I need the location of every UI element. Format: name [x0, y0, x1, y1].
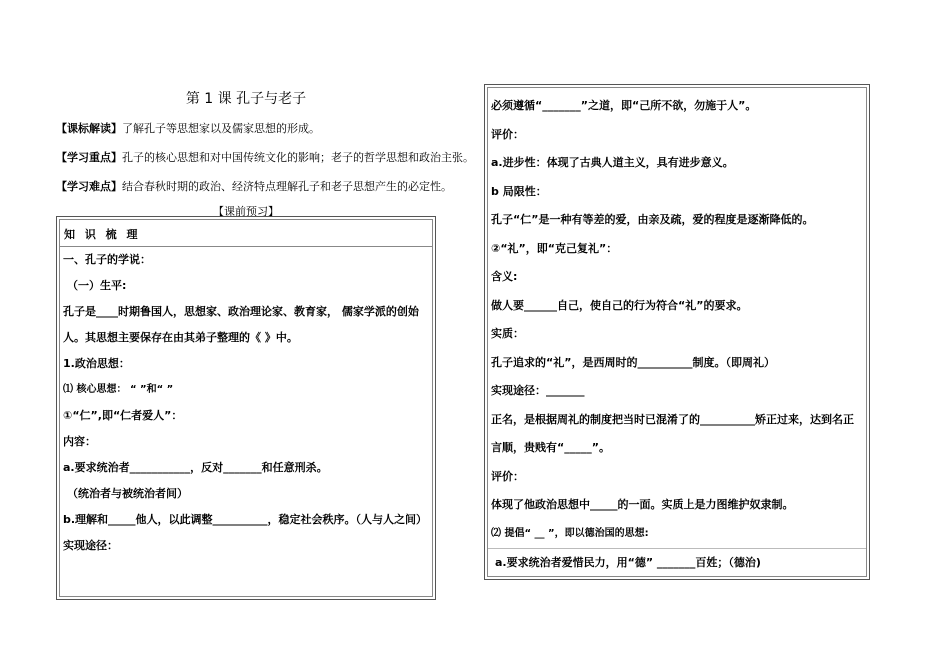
- right-line: 实现途径：_______: [491, 384, 585, 398]
- page-header: [56, 88, 474, 221]
- left-line: （一）生平:: [67, 279, 127, 292]
- left-line: 一、孔子的学说：: [63, 253, 151, 266]
- left-line: ⑴ 核心思想： “ ”和“ ”: [63, 384, 174, 395]
- right-line: 正名，是根据周礼的制度把当时已混淆了的__________矫正过来，达到名正: [491, 412, 854, 426]
- right-line: 孔子“仁”是一种有等差的爱，由亲及疏，爱的程度是逐渐降低的。: [491, 213, 814, 227]
- right-line: 体现了他政治思想中_____的一面。实质上是力图维护奴隶制。: [491, 498, 794, 512]
- left-line: 1.政治思想：: [63, 357, 130, 370]
- key-points-tag: 【学习重点】: [56, 151, 122, 164]
- left-line: ①“仁”,即“仁者爱人”：: [63, 409, 183, 422]
- course-standard-tag: 【课标解读】: [56, 122, 122, 135]
- right-line: a.要求统治者爱惜民力，用“德” _______百姓；（德治): [488, 548, 866, 577]
- right-line: 孔子追求的“礼”，是西周时的__________制度。（即周礼）: [491, 355, 775, 369]
- key-points-row: [56, 151, 474, 165]
- difficulties-text: 结合春秋时期的政治、经济特点理解孔子和老子思想产生的必定性。: [122, 180, 452, 193]
- right-line: 实质：: [491, 327, 524, 341]
- right-line: 必须遵循“_______”之道，即“己所不欲，勿施于人”。: [491, 99, 757, 113]
- left-line: 人。其思想主要保存在由其弟子整理的《 》中。: [63, 331, 298, 344]
- difficulties-tag: 【学习难点】: [56, 180, 122, 193]
- right-line: ⑵ 提倡“ __ ”，即以德治国的思想:: [491, 527, 649, 539]
- right-line: 评价：: [491, 127, 524, 141]
- right-line: a.进步性：体现了古典人道主义，具有进步意义。: [491, 156, 734, 170]
- right-line: 做人要______自己，使自己的行为符合“礼”的要求。: [491, 298, 748, 312]
- left-line: 实现途径：: [63, 539, 118, 552]
- right-line: 评价：: [491, 469, 524, 483]
- knowledge-box-right: [484, 84, 870, 580]
- left-line: 孔子是____时期鲁国人，思想家、政治理论家、教育家， 儒家学派的创始: [63, 305, 419, 318]
- key-points-text: 孔子的核心思想和对中国传统文化的影响；老子的哲学思想和政治主张。: [122, 151, 474, 164]
- course-standard-text: 了解孔子等思想家以及儒家思想的形成。: [122, 122, 320, 135]
- knowledge-box-header: 知 识 梳 理: [60, 220, 432, 247]
- knowledge-box-left: [56, 216, 436, 600]
- preview-caption: 【课前预习】: [213, 205, 279, 218]
- right-line: b 局限性：: [491, 184, 547, 198]
- left-line: a.要求统治者___________，反对_______和任意刑杀。: [63, 461, 328, 474]
- difficulties-row: [56, 180, 452, 194]
- right-line: 含义:: [491, 270, 518, 284]
- lesson-title: 第 1 课 孔子与老子: [185, 91, 307, 107]
- left-line: （统治者与被统治者间）: [67, 487, 188, 500]
- course-standard-row: [56, 122, 436, 136]
- right-line: 言顺，贵贱有“_____”。: [491, 441, 610, 455]
- right-line: ②“礼”，即“克己复礼”：: [491, 241, 618, 255]
- left-line: b.理解和_____他人，以此调整__________，稳定社会秩序。（人与人之间）: [63, 513, 428, 526]
- left-line: 内容：: [63, 435, 96, 448]
